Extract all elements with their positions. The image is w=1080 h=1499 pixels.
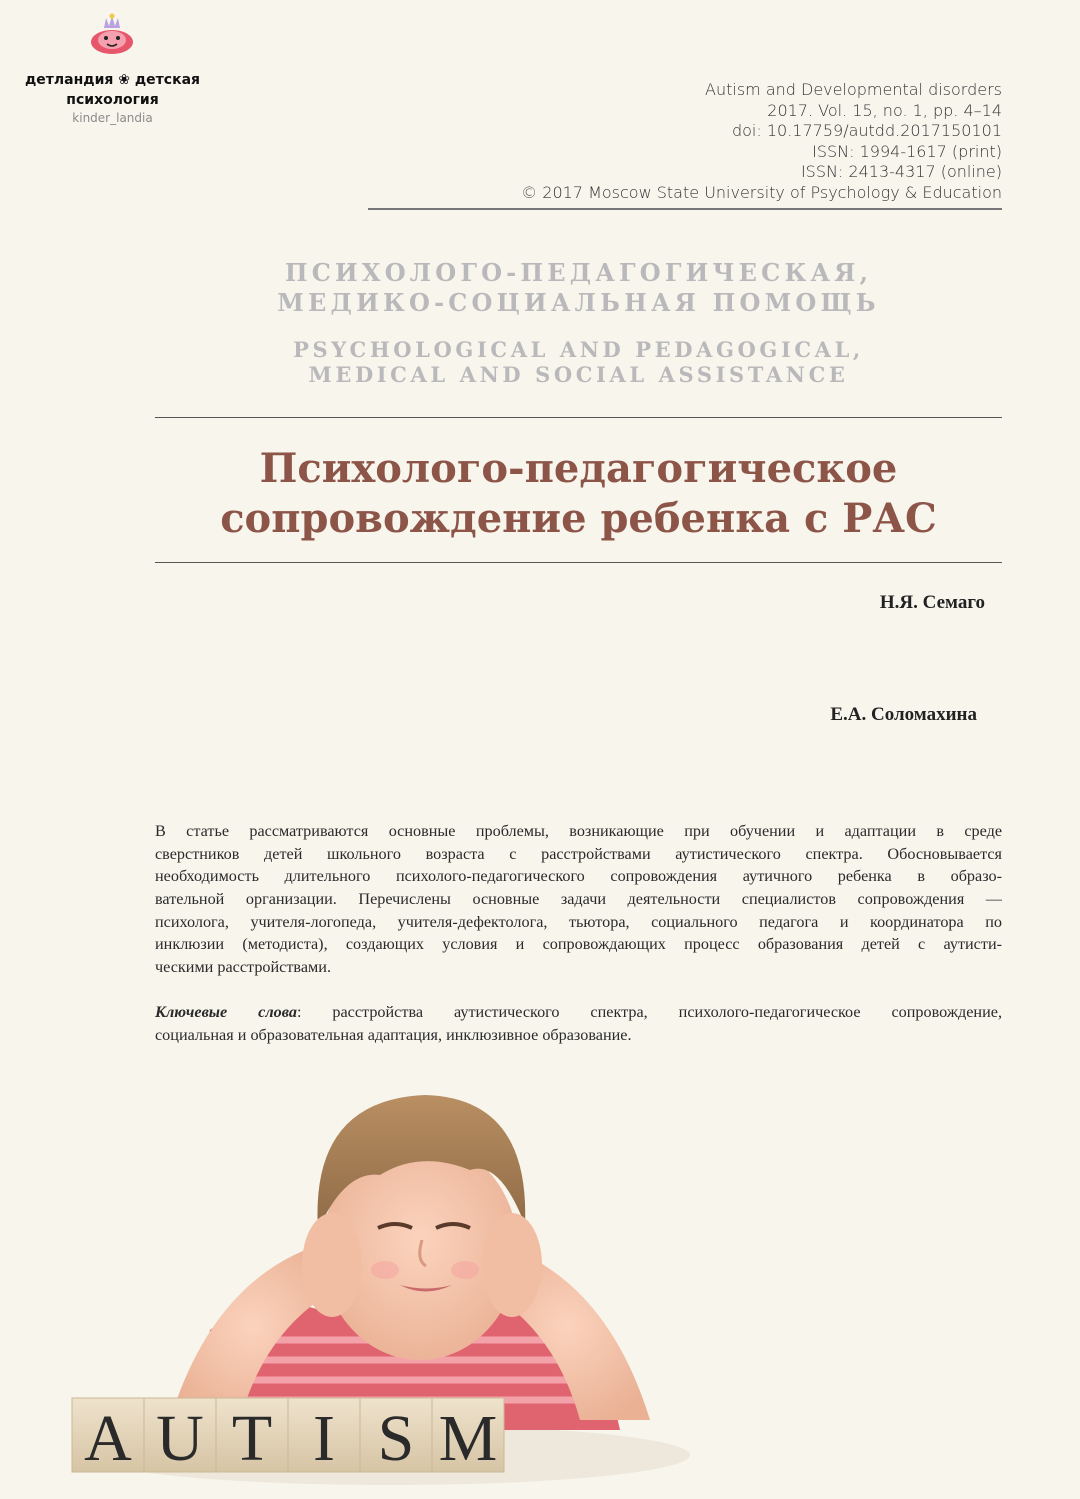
abstract-line: необходимость длительного психолого-педагогического сопровождения аутичного ребенка в образо- [155, 867, 1002, 886]
abstract [155, 820, 1002, 979]
mascot-logo-icon [86, 10, 138, 58]
section-heading-ru-line2: МЕДИКО-СОЦИАЛЬНАЯ ПОМОЩЬ [277, 288, 880, 317]
journal-issn-print: ISSN: 1994-1617 (print) [812, 141, 1002, 161]
keywords-line2: социальная и образовательная адаптация, инклюзивное образование. [155, 1025, 632, 1044]
abstract-line: вательной организации. Перечислены основные задачи деятельности специалистов сопровождения — [155, 890, 1002, 909]
section-heading-ru-line1: ПСИХОЛОГО-ПЕДАГОГИЧЕСКАЯ, [284, 258, 873, 287]
block-letter: I [313, 1402, 335, 1475]
watermark-name-line2: психология [66, 92, 159, 108]
journal-name: Autism and Developmental disorders [705, 80, 1002, 99]
abstract-line: ческими расстройствами. [155, 958, 331, 977]
author-1: Н.Я. Семаго [879, 592, 985, 613]
journal-copyright: © 2017 Moscow State University of Psychology & Education [521, 182, 1002, 202]
autism-blocks [72, 1398, 504, 1475]
journal-divider [368, 208, 1002, 210]
watermark-handle: kinder_landia [72, 111, 153, 125]
title-divider-top [155, 417, 1002, 418]
keywords [155, 1001, 1002, 1046]
block-letter: A [84, 1402, 132, 1475]
keywords-line1 [155, 1001, 1002, 1024]
block-letter: M [438, 1402, 498, 1475]
block-letter: T [231, 1402, 273, 1475]
child-photo [60, 1060, 760, 1499]
journal-issn-online: ISSN: 2413-4317 (online) [800, 162, 1002, 182]
section-heading-en-line1: PSYCHOLOGICAL AND PEDAGOGICAL, [293, 337, 864, 362]
journal-doi: doi: 10.17759/autdd.2017150101 [731, 121, 1002, 141]
section-heading-en-line2: MEDICAL AND SOCIAL ASSISTANCE [308, 362, 849, 387]
keywords-text-1: : расстройства аутистического спектра, психолого-педагогическое сопровождение, [296, 1003, 1002, 1021]
abstract-line: В статье рассматриваются основные проблемы, возникающие при обучении и адаптации в среде [155, 822, 1002, 840]
watermark-name [0, 70, 225, 110]
journal-volume: 2017. Vol. 15, no. 1, pp. 4–14 [767, 100, 1002, 120]
article-title-line1: Психолого-педагогическое [259, 445, 898, 492]
block-letter: S [377, 1402, 415, 1475]
journal-info [521, 80, 1002, 204]
watermark-name-line1: детландия ❀ детская [24, 72, 201, 88]
block-letter: U [156, 1402, 204, 1475]
abstract-line: сверстников детей школьного возраста с расстройствами аутистического спектра. Обосновывается [155, 844, 1002, 863]
watermark [0, 0, 225, 140]
article-title-line2: сопровождение ребенка с РАС [220, 495, 937, 542]
keywords-label: Ключевые слова [155, 1003, 297, 1021]
abstract-line: психолога, учителя-логопеда, учителя-дефектолога, тьютора, социального педагога и координатора по [155, 912, 1002, 931]
abstract-line: инклюзии (методиста), создающих условия и сопровождающих процесс образования детей с аутисти- [155, 935, 1002, 954]
author-2: Е.А. Соломахина [830, 704, 977, 725]
title-divider-bottom [155, 562, 1002, 563]
